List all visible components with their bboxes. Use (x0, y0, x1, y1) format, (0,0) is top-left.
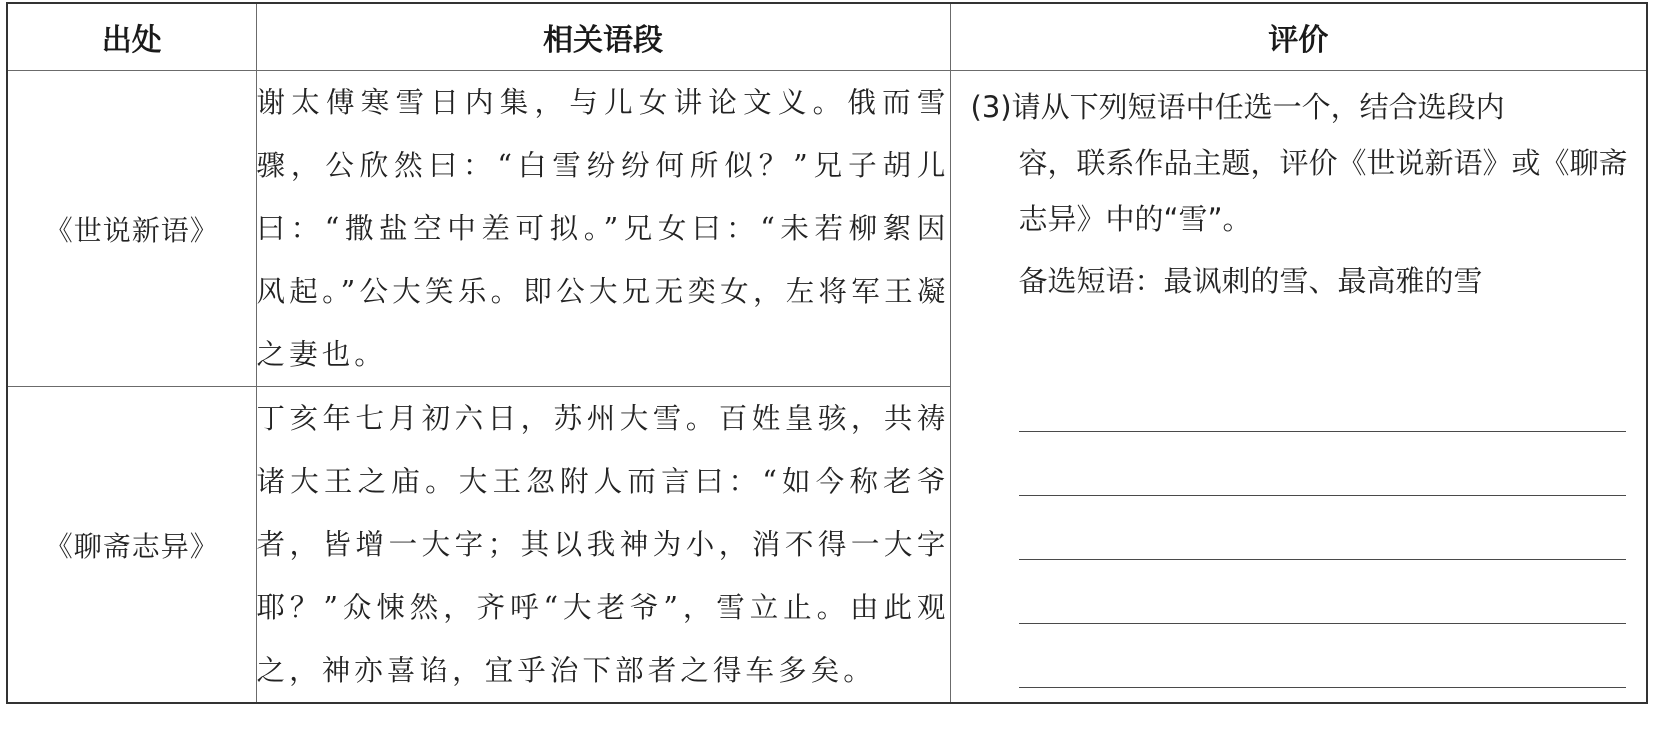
header-row (7, 3, 1647, 71)
phrase-options: 备选短语：最讽刺的雪、最高雅的雪 (1018, 264, 1483, 298)
answer-line[interactable] (1019, 495, 1627, 496)
question-first-line: (3)请从下列短语中任选一个，结合选段内 (970, 90, 1505, 124)
evaluation-cell (950, 71, 1647, 704)
reading-table (6, 2, 1648, 704)
passage-text: 谢太傅寒雪日内集，与儿女讲论文义。俄而雪骤，公欣然曰：“白雪纷纷何所似？”兄子胡儿曰：“撒盐空中差可拟。”兄女曰：“未若柳絮因风起。”公大笑乐。即公大兄无奕女，左将军王凝之妻也。 (256, 86, 950, 371)
question-continuation: 容，联系作品主题，评价《世说新语》或《聊斋志异》中的“雪”。 (1018, 146, 1628, 236)
passage-text: 丁亥年七月初六日，苏州大雪。百姓皇骇，共祷诸大王之庙。大王忽附人而言曰：“如今称老爷者，皆增一大字；其以我神为小，消不得一大字耶？”众悚然，齐呼“大老爷”，雪立止。由此观之，神亦喜谄，宜乎治下部者之得车多矣。 (256, 402, 950, 687)
header-evaluation: 评价 (950, 3, 1647, 71)
header-source: 出处 (7, 3, 256, 71)
passage-cell (256, 71, 950, 387)
evaluation-content (951, 79, 1647, 710)
answer-line[interactable] (1019, 623, 1627, 624)
source-cell: 《世说新语》 (7, 71, 256, 387)
answer-lines (1019, 431, 1627, 751)
answer-line[interactable] (1019, 431, 1627, 432)
source-cell: 《聊斋志异》 (7, 387, 256, 704)
answer-line[interactable] (1019, 687, 1627, 688)
table-row (7, 71, 1647, 387)
passage-cell (256, 387, 950, 704)
answer-line[interactable] (1019, 559, 1627, 560)
header-passage: 相关语段 (256, 3, 950, 71)
question-text (971, 79, 1629, 247)
